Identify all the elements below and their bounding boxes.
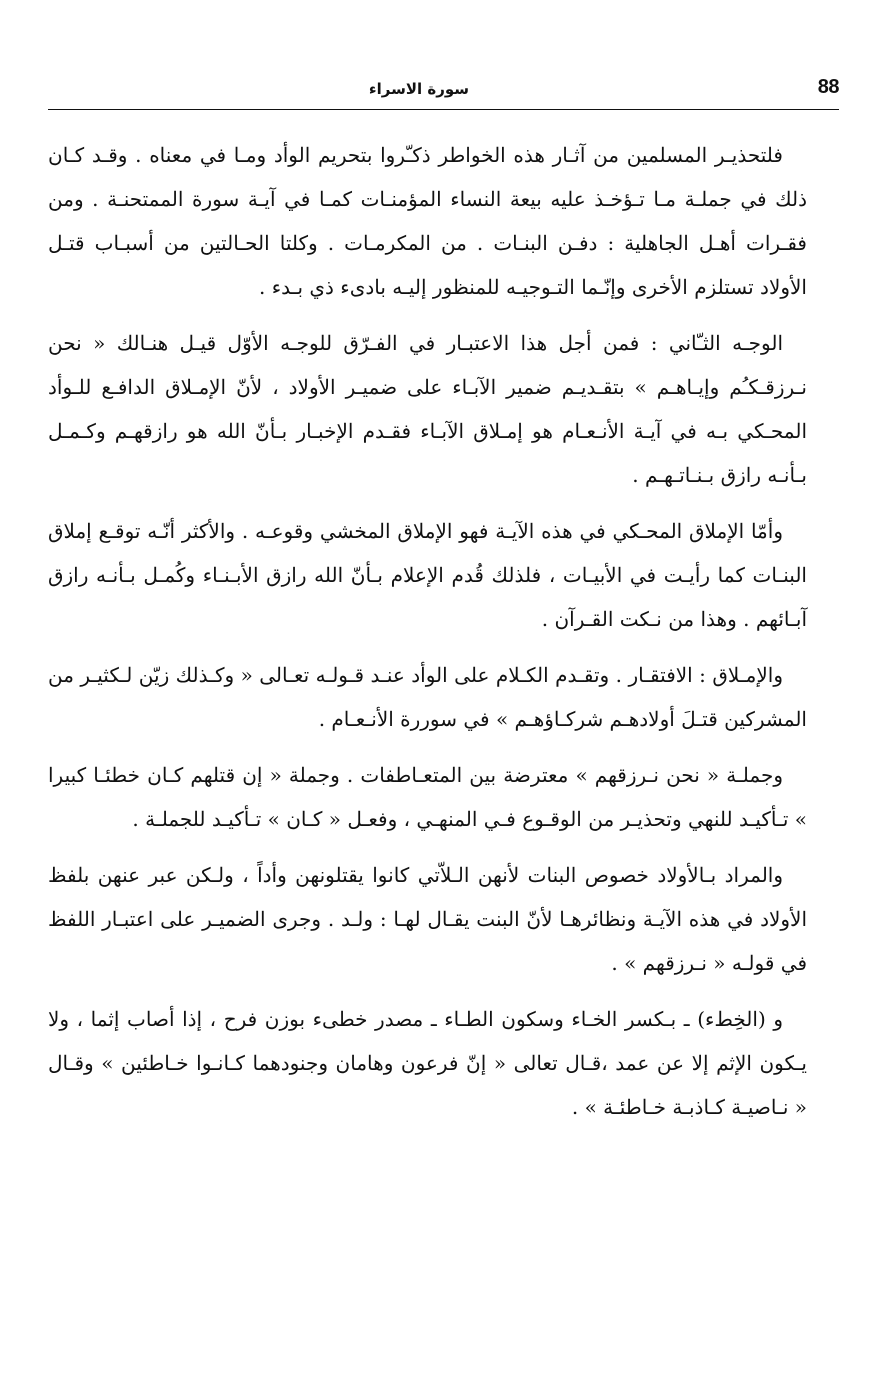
paragraph-1: فلتحذيـر المسلمين من آثـار هذه الخواطر ذكـّروا بتحريم الوأد ومـا في معناه . وقـد كـان ذلك في جملـة مـا تـؤخـذ عليه بيعة النساء المؤمنـات كمـا في آيـة سورة الممتحنـة . ومن فقـرات أهـل الجاهلية : دفـن البنـات . من المكرمـات . وكلتا الحـالتين من أسبـاب قتـل الأولاد تستلزم الأخرى وإنّـما التـوجيـه للمنظور إليـه بادىء ذي بـدء . — [48, 143, 807, 299]
body-text — [48, 133, 807, 1129]
paragraph-2: الوجـه الثـّاني : فمن أجل هذا الاعتبـار في الفـرّق للوجـه الأوّل قيـل هنـالك « نحن نـرزقـكـُم وإيـاهـم » بتقـديـم ضمير الآبـاء على ضميـر الأولاد ، لأنّ الإمـلاق الدافـع للـوأد المحـكي بـه في آيـة الأنـعـام هو إمـلاق الآبـاء فقـدم الإخبـار بـأنّ الله هو رازقهـم وكـمـل بـأنـه رازق بـنـاتـهـم . — [48, 331, 807, 487]
paragraph-5: وجملـة « نحن نـرزقهم » معترضة بين المتعـاطفات . وجملة « إن قتلهم كـان خطئـا كبيرا » تـأكيـد للنهي وتحذيـر من الوقـوع فـي المنهـي ، وفعـل « كـان » تـأكيـد للجملـة . — [48, 763, 807, 831]
header-rule — [48, 109, 839, 110]
paragraph-4: والإمـلاق : الافتقـار . وتقـدم الكـلام على الوأد عنـد قـولـه تعـالى « وكـذلك زيّن لـكثيـر من المشركين قتـلَ أولادهـم شركـاؤهـم » في سوررة الأنـعـام . — [48, 663, 807, 731]
paragraph-3: وأمّا الإملاق المحـكي في هذه الآيـة فهو الإملاق المخشي وقوعـه . والأكثر أنّـه توقـع إملاق البنـات كما رأيـت في الأبيـات ، فلذلك قُدم الإعلام بـأنّ الله رازق الأبـنـاء وكُمـل بـأنـه رازق آبـائهم . وهذا من نـكت القـرآن . — [48, 519, 807, 631]
page-header — [48, 74, 839, 110]
paragraph-7: و (الخِطء) ـ بـكسر الخـاء وسكون الطـاء ـ مصدر خطىء بوزن فرح ، إذا أصاب إثما ، ولا يـكون الإثم إلا عن عمد ،قـال تعالى « إنّ فرعون وهامان وجنودهما كـانـوا خـاطئين » وقـال « نـاصيـة كـاذبـة خـاطئـة » . — [48, 1007, 807, 1119]
page-number: 88 — [817, 76, 839, 98]
paragraph-6: والمراد بـالأولاد خصوص البنات لأنهن الـلاّتي كانوا يقتلونهن وأداً ، ولـكن عبر عنهن بلفظ الأولاد في هذه الآيـة ونظائرهـا لأنّ البنت يقـال لهـا : ولـد . وجرى الضميـر على اعتبـار اللفظ في قولـه « نـرزقهم » . — [48, 863, 807, 975]
running-title: سورة الاسراء — [368, 80, 469, 98]
